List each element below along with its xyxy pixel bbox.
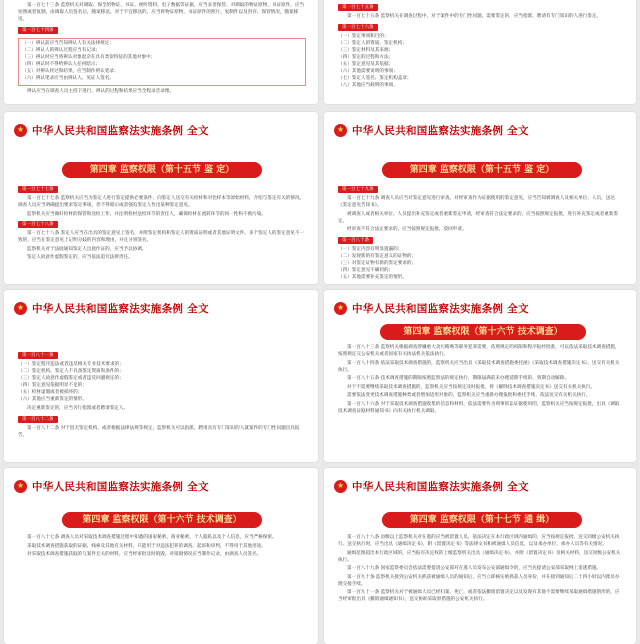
article-text: 第一百七十八条 鉴定人应当在出具的鉴定意见上签名，并附鉴定机构和鉴定人的资质证明或者其他证明文件。多个鉴定人的鉴定意见不一致的，应当在鉴定意见上记明分歧的内容和理由，并且分别签名。: [18, 231, 305, 243]
article-tag: 第一百七十四条: [18, 27, 58, 34]
article-text: 辨认应当在调查人员主持下进行，辨认的过程和结果应当全程录音录像。: [27, 88, 175, 94]
list-item: （二）发现新的有鉴定意义的证物的；: [338, 253, 417, 259]
article-text: 需要依法变更技术调查措施种类或者增加适用对象的，监察机关应当重新办理报批和委托手续，依法送交有关机关执行。: [347, 393, 591, 398]
list-item: （五）其他需要补充鉴定的情形。: [338, 274, 407, 280]
chapter-banner: 第四章 监察权限（第十五节 鉴 定）: [62, 162, 262, 178]
header-title: 中华人民共和国监察法实施条例 全文: [32, 302, 209, 315]
list-item: （二）鉴定机构、鉴定人不具备鉴定资质和条件的；: [18, 369, 124, 374]
slide-card-8[interactable]: [324, 468, 636, 644]
list-item: （一）鉴定内容有明显遗漏的；: [338, 246, 403, 252]
list-item: （五）鉴定意见及其依据；: [338, 61, 394, 67]
list-item: （三）辨认时应当将辨认对象混杂在具有类似特征的其他对象中；: [22, 54, 156, 60]
article-text: 监察机关应当做好检材的保管和送检工作，并注明检材送检环节的责任人，确保检材在流转环节的同一性和不被污染。: [27, 211, 266, 217]
slide-card-7[interactable]: [4, 468, 318, 644]
article-text: 对于不需要继续采取技术调查措施的，监察机关应当按规定及时报批，将《解除技术调查措施决定书》送交有关机关执行。: [347, 384, 596, 390]
chapter-banner: 第四章 监察权限（第十五节 鉴 定）: [382, 162, 582, 178]
article-tag: 第一百七十九条: [338, 186, 378, 193]
article-tag: 第一百七十八条: [18, 221, 58, 228]
list-item: （五）检材虚假或者被损坏的；: [18, 390, 83, 395]
article-tag: 第一百七十七条: [18, 186, 58, 193]
list-item: （二）辨认人的辨认过程应当有记录；: [22, 47, 101, 53]
article-tag: 第一百八十一条: [18, 352, 58, 359]
list-item: （五）对辨认经过和结果，应当制作辨认笔录；: [22, 68, 119, 74]
party-emblem-icon: ★: [14, 480, 27, 493]
article-text: 经审查不符合法定要求的，应当按照规定报批，驳回申请。: [347, 227, 467, 232]
article-text: 第一百七十七条 监察机关应当为鉴定人进行鉴定提供必要条件，向鉴定人送交有关检材和对比样本等原始材料，介绍与鉴定有关的情况。调查人员应当明确提出要求鉴定事项，但不得暗示或者强迫鉴定人作出某种鉴定意见。: [18, 196, 305, 208]
article-tag: 第一百八十条: [338, 237, 373, 244]
slide-header: [334, 300, 529, 316]
list-item: （七）鉴定人签名、鉴定机构盖章；: [338, 75, 412, 81]
slide-body: [338, 534, 624, 605]
party-emblem-icon: ★: [334, 480, 347, 493]
slide-body: [338, 344, 624, 416]
list-item: （八）其他应当载明的事项。: [338, 82, 398, 88]
article-text: 第一百八十二条 对于因无鉴定机构，或者根据法律法规等规定，监察机关可以指派、聘请具有专门知识的人就案件的专门性问题出具报告。: [18, 425, 300, 438]
list-item: （六）其他需要说明的事项；: [338, 68, 398, 74]
article-text: 第一百七十九条 调查人员应当对鉴定意见进行审查。对经审查作为证据使用的鉴定意见，应当告知被调查人及相关单位、人员，送达《鉴定意见告知书》。: [338, 196, 615, 208]
slide-header: [14, 300, 209, 316]
list-item: （四）鉴定意见依据明显不足的；: [18, 383, 87, 388]
article-text: 被调查人或者相关单位、人员提出补充鉴定或者重新鉴定申请，经审查符合法定要求的，应当按照规定报批，进行补充鉴定或者重新鉴定。: [338, 211, 619, 224]
article-tag: 第一百七十六条: [338, 24, 378, 31]
slide-card-5[interactable]: [4, 290, 318, 462]
article-text: 通缉范围超出本行政区域的，应当报有决定权的上级监察机关出具《通缉决定书》，并附《留置决定书》及相关材料，送交同级公安机关执行。: [338, 550, 621, 563]
chapter-banner: 第四章 监察权限（第十六节 技术调查）: [380, 324, 586, 340]
slide-card-1[interactable]: [4, 0, 318, 104]
list-item: （一）鉴定事项和目的；: [338, 33, 389, 39]
party-emblem-icon: ★: [14, 302, 27, 315]
article-text: 第一百九十一条 监察机关对于被通缉人员已经归案、死亡，或者依法撤销留置决定以及发现有其他不需要继续采取通缉措施情形的，应当经审批出具《撤销通缉通知书》，送交协助采取原措施的公安机关执行。: [338, 590, 620, 602]
list-item: （三）鉴定材料及其来源；: [338, 47, 394, 53]
article-text: 第一百八十六条 对于采取技术调查措施收集的信息和材料，依法需要作为刑事诉讼证据使用的，监察机关应当按规定报批，出具《调取技术调查证据材料通知书》向有关执行机关调取。: [338, 401, 620, 414]
slide-header: [334, 122, 529, 138]
article-text: 第一百八十五条 技术调查措施的期限按照监察法的规定执行，期限届满前未办理延期手续的，到期自动解除。: [347, 376, 569, 381]
slide-header: [14, 122, 209, 138]
header-title: 中华人民共和国监察法实施条例 全文: [352, 480, 529, 493]
slide-body: [18, 184, 306, 263]
slide-header: [14, 478, 209, 494]
chapter-banner: 第四章 监察权限（第十七节 通 缉）: [382, 512, 582, 528]
list-item: （六）其他应当重新鉴定的情形。: [18, 397, 87, 402]
header-title: 中华人民共和国监察法实施条例 全文: [32, 124, 209, 137]
article-text: 第一百八十四条 依法采取技术调查措施的，监察机关应当出具《采取技术调查措施委托函》《采取技术调查措施决定书》，送交有关机关执行。: [338, 360, 620, 373]
article-text: 鉴定人故意作虚假鉴定的，应当依法追究法律责任。: [27, 255, 133, 260]
slide-body: [18, 350, 306, 440]
article-text: 采取技术调查措施获取的证据、线索及其他有关材料，只能用于对违法犯罪的调查、起诉和审判，不得用于其他用途。: [27, 543, 266, 549]
article-text: 第一百八十八条 县级以上监察机关对在逃的应当被留置人员，依法决定在本行政区域内通缉的，应当按规定报批，送交同级公安机关执行。送交执行时，应当出具《通缉决定书》，附《留置决定书》等法律文书和被通缉人员信息，以及承办单位、承办人员等有关情况。: [338, 535, 620, 547]
header-title: 中华人民共和国监察法实施条例 全文: [352, 302, 529, 315]
list-item: （四）鉴定的过程和方法；: [338, 54, 394, 60]
list-item: （六）辨认笔录应当由辨认人、见证人签名。: [22, 75, 114, 81]
party-emblem-icon: ★: [334, 302, 347, 315]
party-emblem-icon: ★: [14, 124, 27, 137]
article-text: 第一百七十三条 监察机关对调取、保全的物证、书证、视听资料、电子数据等证据，应当妥善保管。对调取的物证原物、书证原件，应当拍照或者复制，由调取人员签名后，随案移送。对于不宜移送的，应当将物证原物、书证原件的照片、复制件以及封存、保管情况，随案移送。: [18, 3, 305, 22]
article-text: 对采取技术调查措施获取的与案件无关的材料，应当经审批及时销毁。对销毁情况应当制作记录，由调查人员签名。: [27, 552, 262, 557]
slide-header: [334, 478, 529, 494]
slide-body: [18, 534, 306, 560]
article-tag: 第一百七十五条: [338, 4, 378, 11]
article-list-box: [18, 38, 306, 86]
article-text: 第一百八十七条 调查人员对采取技术调查措施过程中知悉的国家秘密、商业秘密、个人隐私以及个人信息，应当严格保密。: [27, 535, 277, 540]
list-item: （二）鉴定人的资质、鉴定机构；: [338, 40, 407, 46]
article-tag: 第一百八十二条: [18, 416, 58, 423]
list-item: （四）鉴定意见不确切的；: [338, 267, 394, 273]
party-emblem-icon: ★: [334, 124, 347, 137]
slide-body: [18, 2, 306, 96]
list-item: （一）辨认前应当告知辨认人有关法律规定；: [22, 40, 114, 46]
slide-body: [338, 2, 624, 91]
article-text: 第一百七十五条 监察机关在调查过程中，对于案件中的专门性问题，需要鉴定的，应当指派、聘请有专门知识的人进行鉴定。: [347, 14, 602, 19]
list-item: （一）鉴定程序违法或者违反相关专业技术要求的；: [18, 362, 124, 367]
slide-card-3[interactable]: [4, 112, 318, 284]
article-text: 第一百八十三条 监察机关根据调查涉嫌重大贪污贿赂等职务犯罪需要，依照规定的权限和程序报经批准，可以依法采取技术调查措施，按照规定交公安机关或者国家有关执法机关依法执行。: [338, 345, 620, 357]
header-title: 中华人民共和国监察法实施条例 全文: [352, 124, 529, 137]
article-text: 决定重新鉴定的，应当另行指派或者聘请鉴定人。: [27, 406, 129, 411]
list-item: （四）辨认时不得给辨认人任何暗示；: [22, 61, 101, 67]
slide-card-4[interactable]: [324, 112, 636, 284]
list-item: （三）鉴定人故意作虚假鉴定或者违反回避规定的；: [18, 376, 124, 381]
article-text: 第一百八十九条 国家监察委员会依法需要提请公安部对在逃人员发布公安部通缉令的，应当先提请公安部采取网上追逃措施。: [347, 566, 602, 571]
slide-card-2[interactable]: [324, 0, 636, 104]
article-text: 监察机关对于法庭通知鉴定人出庭作证的，应当予以协调。: [27, 246, 147, 252]
header-title: 中华人民共和国监察法实施条例 全文: [32, 480, 209, 493]
chapter-banner: 第四章 监察权限（第十六节 技术调查）: [62, 512, 262, 528]
slide-card-6[interactable]: [324, 290, 636, 462]
slide-body: [338, 184, 624, 283]
article-text: 第一百九十条 监察机关接到公安机关抓获被通缉人员的通知后，应当立即核实被抓获人员身份，并在接到通知后二十四小时以内派员办理交接手续。: [338, 574, 620, 587]
list-item: （三）对鉴定证物有新的鉴定要求的；: [338, 260, 417, 266]
